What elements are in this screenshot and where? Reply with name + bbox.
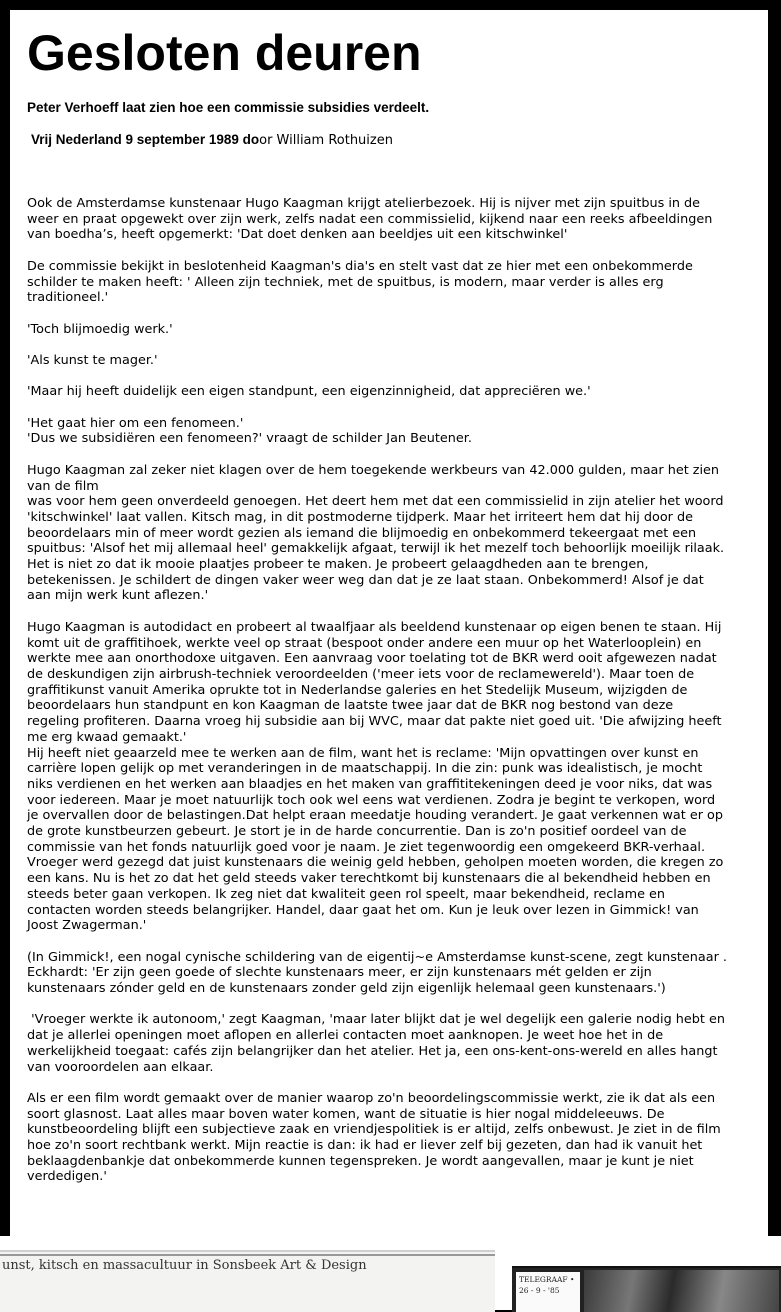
paragraph: (In Gimmick!, een nogal cynische schildering van de eigentij~e Amsterdamse kunst-scene, zegt kunstenaar . Eckhardt: 'Er zijn geen goede of slechte kunstenaars meer, er zijn kunstenaars mét gelden er zijn kunstenaars zónder geld en de kunstenaars zonder geld zijn eigenlijk helemaal geen kunstenaars.') <box>27 949 727 997</box>
byline-source: Vrij Nederland 9 september 1989 do <box>31 132 260 147</box>
paragraph: 'Vroeger werkte ik autonoom,' zegt Kaagman, 'maar later blijkt dat je wel degelijk een galerie nodig hebt en dat je allerlei openingen moet aflopen en allerlei contacten moet aanknopen. Je weet hoe het in de werkelijkheid toegaat: cafés zijn belangrijker dan het atelier. Het ja, een ons-kent-ons-wereld en alles hangt van vooroordelen aan elkaar. <box>27 1012 730 1075</box>
clipping-rule <box>0 1254 495 1256</box>
article-subtitle: Peter Verhoeff laat zien hoe een commissie subsidies verdeelt. <box>27 100 430 115</box>
paragraph: 'Maar hij heeft duidelijk een eigen standpunt, een eigenzinnigheid, dat appreciëren we.' <box>27 384 591 400</box>
paragraph: Als er een film wordt gemaakt over de manier waarop zo'n beoordelingscommissie werkt, zie ik dat als een soort glasnost. Laat alles maar boven water komen, want de situatie is hier nogal middeleeuws. De kunstbeoordeling blijft een subjectieve zaak en vriendjespolitiek is er altijd, zelfs onbewust. Je ziet in de film hoe zo'n soort rechtbank werkt. Mijn reactie is dan: ik had er liever zelf bij gezeten, dan had ik vanuit het beklaagdenbankje dat onbekommerde kunnen tegenspreken. Je wordt aangevallen, maar je kunt je niet verdedigen.' <box>27 1090 721 1185</box>
paragraph: Ook de Amsterdamse kunstenaar Hugo Kaagman krijgt atelierbezoek. Hij is nijver met zijn spuitbus in de weer en praat opgewekt over zijn werk, zelfs nadat een commissielid, kijkend naar een reeks afbeeldingen van boedha’s, heeft opgemerkt: 'Dat doet denken aan beeldjes uit een kitschwinkel' <box>27 196 713 243</box>
byline-author: or William Rothuizen <box>259 133 393 148</box>
paragraph: Hugo Kaagman zal zeker niet klagen over de hem toegekende werkbeurs van 42.000 gulden, maar het zien van de film was voor hem geen onverdeeld genoegen. Het deert hem met dat een commissielid in zijn atelier het woord 'kitschwinkel' laat vallen. Kitsch mag, in dit postmoderne tijdperk. Maar het irriteert hem dat hij door de beoordelaars min of meer wordt gezien als iemand die blijmoedig en onbekommerd tekeergaat met een spuitbus: 'Alsof het mij allemaal heel' gemakkelijk afgaat, terwijl ik het mezelf toch behoorlijk moeilijk rilaak. Het is niet zo dat ik mooie plaatjes probeer te maken. Je probeert gelaagdheden aan te brengen, betekenissen. Je schildert de dingen vaker weer weg dan dat je ze laat staan. Onbekommerd! Alsof je dat aan mijn werk kunt aflezen.' <box>27 462 725 604</box>
paragraph: 'Als kunst te mager.' <box>27 352 158 368</box>
paragraph: 'Het gaat hier om een fenomeen.' 'Dus we subsidiëren een fenomeen?' vraagt de schilder Jan Beutener. <box>27 415 472 447</box>
newspaper-clipping-left <box>0 1250 495 1312</box>
clipping-caption: unst, kitsch en massacultuur in Sonsbeek Art & Design <box>2 1258 367 1273</box>
article-byline <box>31 132 393 148</box>
paragraph: 'Toch blijmoedig werk.' <box>27 321 173 337</box>
paragraph: Hugo Kaagman is autodidact en probeert al twaalfjaar als beeldend kunstenaar op eigen benen te staan. Hij komt uit de graffitihoek, werkte veel op straat (bespoot onder andere een muur op het Waterlooplein) en werkte mee aan onorthodoxe uitgaven. Een aanvraag voor toelating tot de BKR werd ooit afgewezen nadat de deskundigen zijn airbrush-techniek veroordeelden ('meer iets voor de reclamewereld'). Maar toen de graffitikunst vanuit Amerika oprukte tot in Nederlandse galeries en het Stedelijk Museum, wijzigden de beoordelaars hun standpunt en kon Kaagman de laatste twee jaar dat de BKR nog bestond van deze regeling profiteren. Daarna vroeg hij subsidie aan bij WVC, maar dat pakte niet goed uit. 'Die afwijzing heeft me erg kwaad gemaakt.' Hij heeft niet geaarzeld mee te werken aan de film, want het is reclame: 'Mijn opvattingen over kunst en carrière lopen gelijk op met veranderingen in de maatschappij. In die zin: punk was idealistisch, je mocht niks verdienen en het werken aan blaadjes en het maken van graffititekeningen deed je voor niks, dat was voor iedereen. Maar je moet natuurlijk toch ook wel eens wat verdienen. Zodra je begint te verkopen, word je overvallen door de belastingen.Dat helpt eraan meedatje houding verandert. Je gaat verkennen wat er op de grote kunstbeurzen gebeurt. Je stort je in de harde concurrentie. Dan is zo'n positief oordeel van de commissie van het fonds natuurlijk goed voor je naam. Je ziet tegenwoordig een omgekeerd BKR-verhaal. Vroeger werd gezegd dat juist kunstenaars die weinig geld hebben, geholpen moeten worden, die kregen zo een kans. Nu is het zo dat het geld steeds vaker terechtkomt bij kunstenaars die al bekendheid hebben en steeds beter gaan verkopen. Ik zeg niet dat kwaliteit geen rol speelt, maar bekendheid, reclame en contacten worden steeds belangrijker. Handel, daar gaat het om. Kun je leuk over lezen in Gimmick! van Joost Zwagerman.' <box>27 619 724 934</box>
newspaper-clipping-right <box>512 1266 781 1312</box>
paragraph: De commissie bekijkt in beslotenheid Kaagman's dia's en stelt vast dat ze hier met een onbekommerde schilder te maken heeft: ' Alleen zijn techniek, met de spuitbus, is modern, maar verder is alles erg traditioneel.' <box>27 258 693 306</box>
article-body <box>27 196 730 1201</box>
clipping-handwritten-note: TELEGRAAF • 26 - 9 - '85 <box>516 1272 580 1312</box>
article-title: Gesloten deuren <box>27 25 422 81</box>
clipping-photo <box>584 1270 779 1312</box>
article-panel <box>10 10 768 1236</box>
